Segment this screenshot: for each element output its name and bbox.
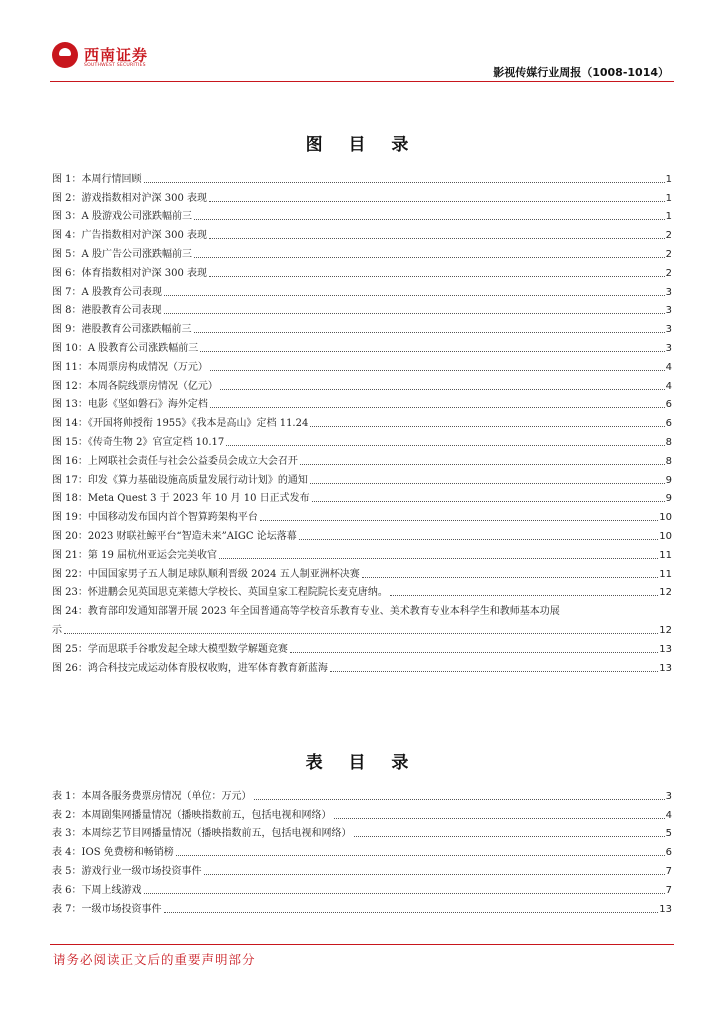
toc-leader-dots: [144, 182, 665, 183]
toc-entry[interactable]: [52, 261, 672, 280]
toc-entry-label: 图 5：A 股广告公司涨跌幅前三: [52, 248, 192, 260]
toc-entry-label: 图 8：港股教育公司表现: [52, 305, 162, 317]
toc-page-number: 2: [665, 230, 672, 242]
toc-entry[interactable]: [52, 822, 672, 841]
toc-entry[interactable]: [52, 599, 672, 618]
toc-page-number: 6: [665, 418, 672, 430]
toc-entry[interactable]: [52, 897, 672, 916]
toc-leader-dots: [362, 577, 659, 578]
toc-entry-label: 图 15：《传奇生物 2》官宣定档 10.17: [52, 436, 225, 448]
toc-entry-label: 图 25：学而思联手谷歌发起全球大模型数学解题竞赛: [52, 643, 288, 655]
toc-entry[interactable]: [52, 374, 672, 393]
toc-entry[interactable]: [52, 505, 672, 524]
toc-leader-dots: [310, 426, 664, 427]
toc-entry-label: 图 19：中国移动发布国内首个智算跨架构平台: [52, 512, 258, 524]
toc-entry[interactable]: [52, 840, 672, 859]
toc-leader-dots: [254, 799, 665, 800]
logo-english-name: SOUTHWEST SECURITIES: [84, 63, 146, 68]
figures-toc: [52, 167, 672, 675]
toc-leader-dots: [204, 874, 665, 875]
toc-entry-continuation[interactable]: [52, 618, 672, 637]
toc-page-number: 2: [665, 248, 672, 260]
toc-leader-dots: [209, 276, 665, 277]
toc-page-number: 4: [665, 361, 672, 373]
toc-leader-dots: [194, 332, 665, 333]
toc-entry[interactable]: [52, 205, 672, 224]
toc-entry-label: 表 4：IOS 免费榜和畅销榜: [52, 847, 174, 859]
toc-leader-dots: [164, 313, 665, 314]
company-logo: [52, 42, 162, 74]
toc-page-number: 13: [659, 662, 672, 674]
toc-entry-label: 图 4：广告指数相对沪深 300 表现: [52, 230, 207, 242]
toc-entry-label-continuation: 示: [52, 624, 62, 636]
figures-toc-title: 图 目 录: [305, 135, 419, 155]
toc-entry[interactable]: [52, 355, 672, 374]
toc-entry-label: 图 18：Meta Quest 3 于 2023 年 10 月 10 日正式发布: [52, 493, 310, 505]
toc-entry[interactable]: [52, 449, 672, 468]
toc-entry[interactable]: [52, 411, 672, 430]
toc-entry[interactable]: [52, 167, 672, 186]
toc-page-number: 2: [665, 267, 672, 279]
toc-entry[interactable]: [52, 562, 672, 581]
toc-leader-dots: [210, 370, 665, 371]
toc-leader-dots: [194, 219, 665, 220]
toc-entry-label: 图 14：《开国将帅授衔 1955》《我本是高山》定档 11.24: [52, 418, 309, 430]
toc-leader-dots: [312, 501, 665, 502]
toc-leader-dots: [176, 855, 665, 856]
toc-page-number: 6: [665, 399, 672, 411]
toc-entry[interactable]: [52, 543, 672, 562]
toc-entry-label: 图 16：上网联社会责任与社会公益委员会成立大会召开: [52, 455, 298, 467]
toc-leader-dots: [260, 520, 658, 521]
page-header: [0, 0, 724, 84]
toc-entry-label: 图 26：鸿合科技完成运动体育股权收购，进军体育教育新蓝海: [52, 662, 328, 674]
toc-leader-dots: [354, 836, 665, 837]
toc-page-number: 10: [659, 530, 672, 542]
toc-page-number: 4: [665, 380, 672, 392]
toc-page-number: 10: [659, 512, 672, 524]
toc-entry-label: 表 3：本周综艺节目网播量情况（播映指数前五，包括电视和网络）: [52, 828, 352, 840]
toc-entry[interactable]: [52, 637, 672, 656]
tables-toc-title: 表 目 录: [305, 753, 419, 773]
toc-leader-dots: [290, 652, 658, 653]
toc-entry-label: 表 7：一级市场投资事件: [52, 903, 162, 915]
toc-leader-dots: [210, 407, 665, 408]
toc-leader-dots: [209, 238, 665, 239]
toc-leader-dots: [330, 671, 658, 672]
toc-page-number: 13: [659, 903, 672, 915]
toc-page-number: 11: [659, 568, 672, 580]
toc-entry[interactable]: [52, 317, 672, 336]
toc-entry-label: 图 20：2023 财联社鲸平台“智造未来”AIGC 论坛落幕: [52, 530, 297, 542]
toc-entry-label: 图 22：中国国家男子五人制足球队顺利晋级 2024 五人制亚洲杯决赛: [52, 568, 360, 580]
toc-leader-dots: [209, 201, 665, 202]
toc-page-number: 1: [665, 192, 672, 204]
toc-entry-label: 图 13：电影《坚如磐石》海外定档: [52, 399, 208, 411]
toc-leader-dots: [390, 595, 658, 596]
toc-entry[interactable]: [52, 336, 672, 355]
toc-page-number: 3: [665, 324, 672, 336]
toc-entry-label: 图 6：体育指数相对沪深 300 表现: [52, 267, 207, 279]
toc-entry-label: 图 9：港股教育公司涨跌幅前三: [52, 324, 192, 336]
toc-entry[interactable]: [52, 581, 672, 600]
toc-page-number: 6: [665, 847, 672, 859]
toc-leader-dots: [310, 483, 665, 484]
toc-entry-label: 图 1：本周行情回顾: [52, 173, 142, 185]
toc-page-number: 1: [665, 173, 672, 185]
toc-entry[interactable]: [52, 803, 672, 822]
toc-leader-dots: [144, 893, 665, 894]
toc-entry-label: 表 1：本周各服务费票房情况（单位：万元）: [52, 790, 252, 802]
toc-leader-dots: [300, 464, 665, 465]
report-title: 影视传媒行业周报（1008-1014）: [493, 66, 669, 79]
toc-entry[interactable]: [52, 186, 672, 205]
toc-page-number: 12: [659, 624, 672, 636]
logo-chinese-name: 西南证券: [84, 46, 149, 64]
toc-page-number: 1: [665, 211, 672, 223]
toc-leader-dots: [334, 818, 665, 819]
tables-toc: [52, 784, 672, 916]
toc-page-number: 7: [665, 865, 672, 877]
toc-page-number: 9: [665, 474, 672, 486]
toc-entry[interactable]: [52, 242, 672, 261]
toc-leader-dots: [194, 257, 665, 258]
toc-page-number: 4: [665, 809, 672, 821]
toc-page-number: 12: [659, 587, 672, 599]
toc-page-number: 9: [665, 493, 672, 505]
toc-entry[interactable]: [52, 656, 672, 675]
toc-page-number: 3: [665, 342, 672, 354]
toc-leader-dots: [226, 445, 664, 446]
toc-page-number: 8: [665, 436, 672, 448]
toc-entry-label: 图 2：游戏指数相对沪深 300 表现: [52, 192, 207, 204]
toc-leader-dots: [200, 351, 664, 352]
disclaimer-note: 请务必阅读正文后的重要声明部分: [53, 952, 256, 967]
toc-entry-label: 图 23：怀进鹏会见英国思克莱德大学校长、英国皇家工程院院长麦克唐纳。: [52, 587, 388, 599]
toc-page-number: 11: [659, 549, 672, 561]
toc-entry[interactable]: [52, 878, 672, 897]
toc-entry-label: 表 6：下周上线游戏: [52, 884, 142, 896]
toc-entry[interactable]: [52, 223, 672, 242]
toc-page-number: 3: [665, 790, 672, 802]
header-divider: [50, 81, 674, 82]
toc-entry[interactable]: [52, 859, 672, 878]
toc-entry-label: 表 5：游戏行业一级市场投资事件: [52, 865, 202, 877]
toc-entry[interactable]: [52, 299, 672, 318]
toc-entry-label: 图 24：教育部印发通知部署开展 2023 年全国普通高等学校音乐教育专业、美术教育专业本科学生和教师基本功展: [52, 606, 560, 618]
toc-entry-label: 图 11：本周票房构成情况（万元）: [52, 361, 208, 373]
toc-page-number: 7: [665, 884, 672, 896]
footer-divider: [50, 944, 674, 945]
toc-entry-label: 图 3：A 股游戏公司涨跌幅前三: [52, 211, 192, 223]
toc-entry[interactable]: [52, 280, 672, 299]
toc-leader-dots: [164, 912, 659, 913]
toc-entry-label: 图 12：本周各院线票房情况（亿元）: [52, 380, 218, 392]
toc-leader-dots: [219, 558, 658, 559]
toc-leader-dots: [64, 633, 658, 634]
logo-icon: [52, 42, 78, 68]
toc-entry[interactable]: [52, 784, 672, 803]
toc-entry[interactable]: [52, 468, 672, 487]
toc-page-number: 3: [665, 305, 672, 317]
toc-entry[interactable]: [52, 524, 672, 543]
toc-page-number: 3: [665, 286, 672, 298]
toc-entry-label: 图 17：印发《算力基础设施高质量发展行动计划》的通知: [52, 474, 308, 486]
toc-entry[interactable]: [52, 393, 672, 412]
toc-entry-label: 表 2：本周剧集网播量情况（播映指数前五，包括电视和网络）: [52, 809, 332, 821]
toc-entry-label: 图 21：第 19 届杭州亚运会完美收官: [52, 549, 217, 561]
toc-entry-label: 图 10：A 股教育公司涨跌幅前三: [52, 342, 199, 354]
toc-page-number: 8: [665, 455, 672, 467]
toc-entry-label: 图 7：A 股教育公司表现: [52, 286, 162, 298]
toc-page-number: 5: [665, 828, 672, 840]
toc-leader-dots: [299, 539, 659, 540]
toc-leader-dots: [164, 295, 665, 296]
toc-entry[interactable]: [52, 487, 672, 506]
toc-entry[interactable]: [52, 430, 672, 449]
toc-leader-dots: [220, 389, 665, 390]
toc-page-number: 13: [659, 643, 672, 655]
